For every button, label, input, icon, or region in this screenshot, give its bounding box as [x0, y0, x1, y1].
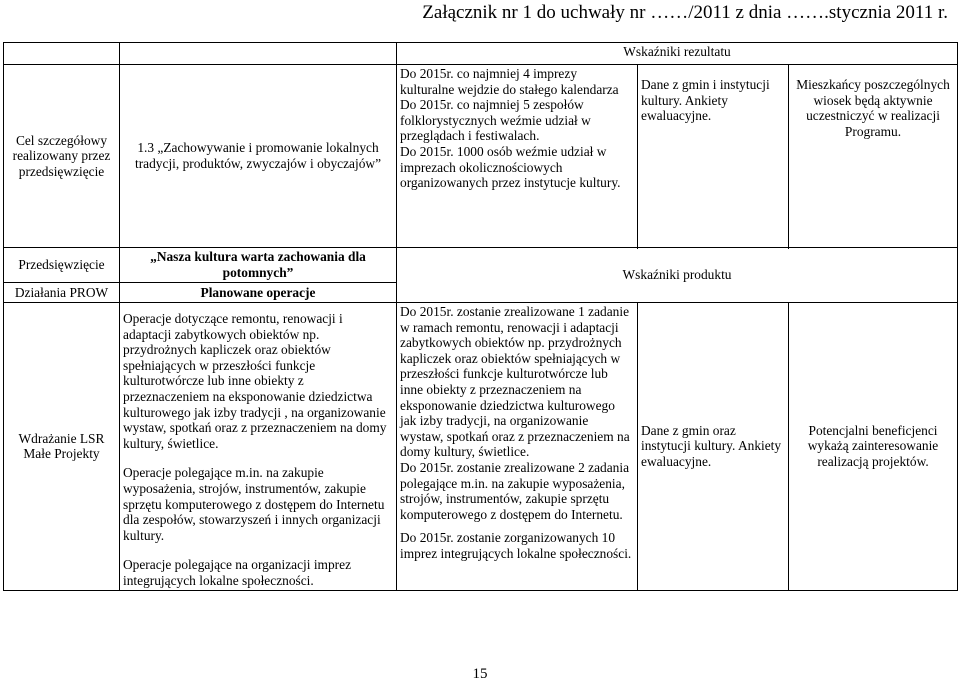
- document-header: Załącznik nr 1 do uchwały nr ……/2011 z dnia …….stycznia 2011 r.: [422, 2, 948, 23]
- produkt-item: Do 2015r. zostanie zrealizowane 1 zadanie w ramach remontu, renowacji i adaptacji zabytkowych obiektów np. przydrożnych kapliczek oraz obiektów spełniających w przeszłości funkcje kulturotwórcze lub inne obiekty z przeznaczeniem na eksponowanie dziedzictwa kulturowego jak izby tradycji, na organizowanie wystaw, spotkań oraz z przeznaczeniem na domy kultury, świetlice.: [400, 304, 630, 460]
- operacja-item: Operacje polegające na organizacji imprez integrujących lokalne społeczności.: [123, 557, 352, 588]
- rezultat-source: Dane z gmin i instytucji kultury. Ankiety ewaluacyjne.: [638, 65, 789, 248]
- table-row: [4, 303, 958, 591]
- operacja-item: Operacje dotyczące remontu, renowacji i adaptacji zabytkowych obiektów np. przydrożnych kapliczek oraz obiektów spełniających w przeszłości funkcje kulturotwórcze lub inne obiekty z przeznaczeniem na eksponowanie dziedzictwa kulturowego jak izby tradycji , na organizowanie wystaw, spotkań oraz z przeznaczeniem na domy kultury, świetlice.: [123, 311, 387, 451]
- row-label-cel: Cel szczegółowy realizowany przez przedsięwzięcie: [4, 65, 120, 248]
- table-row: [4, 248, 958, 283]
- table-row: [4, 43, 958, 65]
- indicators-table: [3, 42, 958, 591]
- rezultat-cell: [397, 65, 638, 248]
- przedsiewziecie-text: „Nasza kultura warta zachowania dla potomnych”: [120, 248, 397, 283]
- planowane-label: Planowane operacje: [120, 283, 397, 303]
- produkt-item: Do 2015r. zostanie zrealizowane 2 zadania polegające m.in. na zakupie wyposażenia, strojów, instrumentów, zakupie sprzętu komputerowego z dostępem do Internetu.: [400, 459, 630, 522]
- row-label-wdrazanie: Wdrażanie LSR Małe Projekty: [4, 303, 120, 591]
- produkt-item: Do 2015r. zostanie zorganizowanych 10 imprez integrujących lokalne społeczności.: [400, 530, 632, 561]
- table-row: [4, 65, 958, 248]
- page-number: 15: [472, 666, 488, 682]
- produkt-cell: [397, 303, 638, 591]
- operacja-item: Operacje polegające m.in. na zakupie wyposażenia, strojów, instrumentów, zakupie sprzętu komputerowego z dostępem do Internetu dla zespołów, stowarzyszeń i innych organizacji kultury.: [123, 465, 385, 543]
- operacje-cell: [120, 303, 397, 591]
- rezultat-item: Do 2015r. co najmniej 5 zespołów folklorystycznych weźmie udział w przeglądach i festiwalach.: [400, 97, 591, 144]
- rezultat-item: Do 2015r. co najmniej 4 imprezy kulturalne wejdzie do stałego kalendarza: [400, 66, 619, 97]
- produkt-source: Dane z gmin oraz instytucji kultury. Ankiety ewaluacyjne.: [638, 303, 789, 591]
- cel-text: 1.3 „Zachowywanie i promowanie lokalnych tradycji, produktów, zwyczajów i obyczajów”: [120, 65, 397, 248]
- rezultat-item: Do 2015r. 1000 osób weźmie udział w imprezach okolicznościowych organizowanych przez instytucje kultury.: [400, 143, 621, 191]
- row-label-dzialania: Działania PROW: [4, 283, 120, 303]
- wskazniki-rezultatu-label: Wskaźniki rezultatu: [397, 43, 958, 65]
- row-label-przedsiewziecie: Przedsięwzięcie: [4, 248, 120, 283]
- wskazniki-produktu-label: Wskaźniki produktu: [397, 248, 958, 303]
- rezultat-target: Mieszkańcy poszczególnych wiosek będą aktywnie uczestniczyć w realizacji Programu.: [789, 65, 958, 248]
- produkt-target: Potencjalni beneficjenci wykażą zainteresowanie realizacją projektów.: [789, 303, 958, 591]
